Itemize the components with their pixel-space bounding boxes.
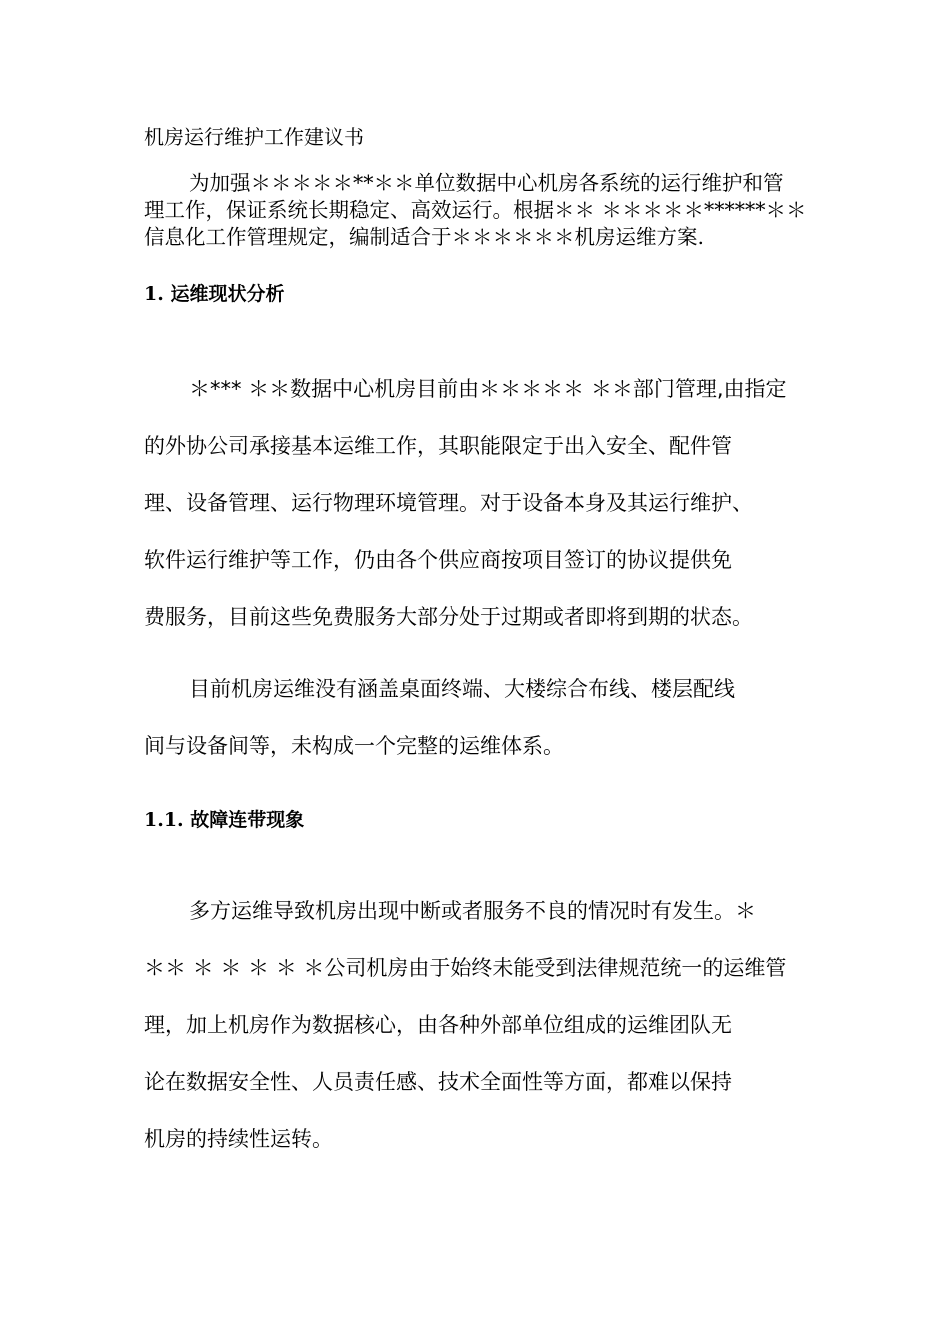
paragraph-line: 的外协公司承接基本运维工作，其职能限定于出入安全、配件管 <box>144 434 732 458</box>
paragraph-line: 机房的持续性运转。 <box>144 1127 333 1151</box>
intro-paragraph <box>144 170 808 251</box>
paragraph-line: 目前机房运维没有涵盖桌面终端、大楼综合布线、楼层配线 <box>189 677 735 701</box>
intro-line: 信息化工作管理规定，编制适合于＊＊＊＊＊＊机房运维方案. <box>144 225 705 249</box>
paragraph-line: 理，加上机房作为数据核心，由各种外部单位组成的运维团队无 <box>144 1013 732 1037</box>
paragraph-line: 费服务，目前这些免费服务大部分处于过期或者即将到期的状态。 <box>144 605 753 629</box>
paragraph-line: 软件运行维护等工作，仍由各个供应商按项目签订的协议提供免 <box>144 548 732 572</box>
paragraph-line: 理、设备管理、运行物理环境管理。对于设备本身及其运行维护、 <box>144 491 753 515</box>
paragraph-line: 论在数据安全性、人员责任感、技术全面性等方面，都难以保持 <box>144 1070 732 1094</box>
paragraph-line: ＊＊ ＊ ＊ ＊ ＊ ＊公司机房由于始终未能受到法律规范统一的运维管 <box>144 956 787 980</box>
section11-paragraph <box>144 883 808 1168</box>
paragraph-line: ＊*** ＊＊数据中心机房目前由＊＊＊＊＊ ＊＊部门管理,由指定 <box>189 377 787 401</box>
section1-paragraph-2 <box>144 661 808 775</box>
document-title: 机房运行维护工作建议书 <box>144 125 364 149</box>
section-heading-1: 1. 运维现状分析 <box>144 283 285 305</box>
section1-paragraph-1 <box>144 361 808 646</box>
intro-line: 为加强＊＊＊＊＊**＊＊单位数据中心机房各系统的运行维护和管 <box>189 171 784 195</box>
intro-line: 理工作，保证系统长期稳定、高效运行。根据＊＊ ＊＊＊＊＊******＊＊ <box>144 198 807 222</box>
paragraph-line: 多方运维导致机房出现中断或者服务不良的情况时有发生。＊ <box>189 899 756 923</box>
paragraph-line: 间与设备间等，未构成一个完整的运维体系。 <box>144 734 564 758</box>
section-heading-1-1: 1.1. 故障连带现象 <box>144 809 305 831</box>
